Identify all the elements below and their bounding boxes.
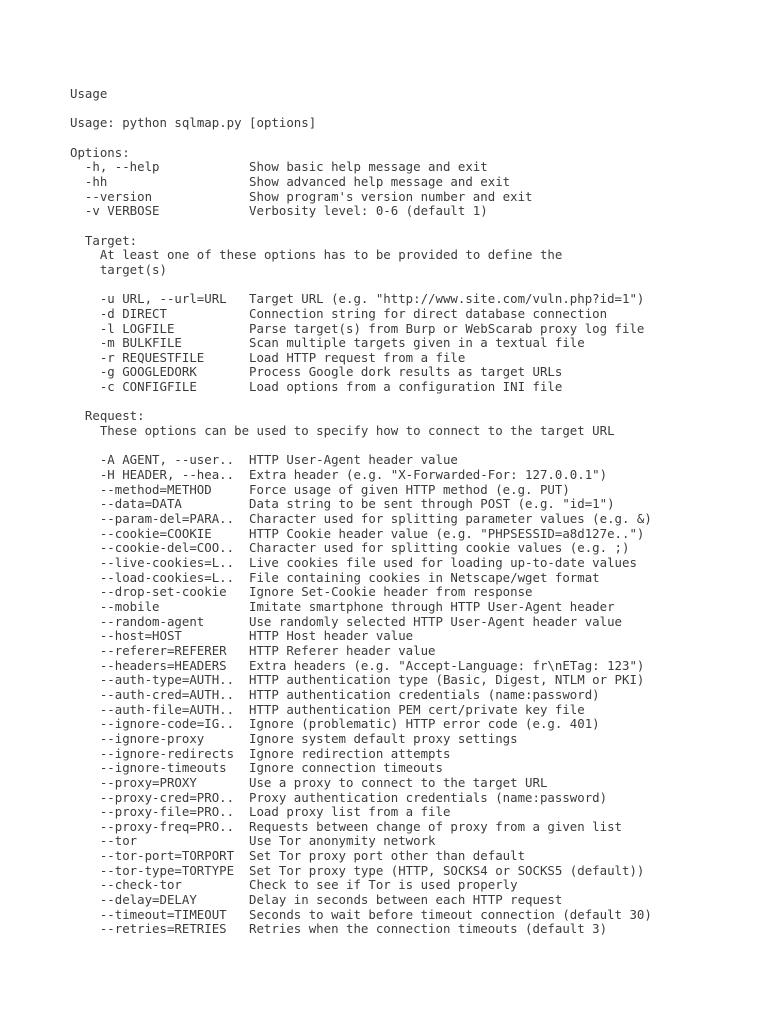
option-row xyxy=(70,585,768,600)
option-flag: --param-del=PARA.. xyxy=(99,511,235,527)
option-flag: --tor-type=TORTYPE xyxy=(99,862,235,878)
option-flag: --delay=DELAY xyxy=(99,892,197,908)
option-row xyxy=(70,776,768,791)
option-flag: -l LOGFILE xyxy=(99,320,175,336)
option-flag: --proxy-file=PRO.. xyxy=(99,804,235,820)
option-flag: -u URL, --url=URL xyxy=(99,291,227,307)
option-description: Data string to be sent through POST (e.g. "id=1") xyxy=(249,496,615,512)
blank-line xyxy=(70,219,768,234)
section-intro-line: At least one of these options has to be provided to define the xyxy=(99,247,563,263)
option-description: Imitate smartphone through HTTP User-Agent header xyxy=(249,598,615,614)
option-description: Set Tor proxy port other than default xyxy=(249,848,526,864)
option-row xyxy=(70,556,768,571)
option-row xyxy=(70,688,768,703)
option-description: Parse target(s) from Burp or WebScarab proxy log file xyxy=(249,320,645,336)
option-flag: -A AGENT, --user.. xyxy=(99,452,235,468)
option-description: Seconds to wait before timeout connection (default 30) xyxy=(249,906,652,922)
usage-synopsis: Usage: python sqlmap.py [options] xyxy=(70,115,317,131)
option-description: HTTP authentication type (Basic, Digest, NTLM or PKI) xyxy=(249,672,645,688)
option-row xyxy=(70,820,768,835)
global-option-row xyxy=(70,160,768,175)
option-description: Load proxy list from a file xyxy=(249,804,451,820)
option-flag: --ignore-redirects xyxy=(99,745,235,761)
section-header: Target: xyxy=(84,232,138,248)
global-option-row xyxy=(70,190,768,205)
section-intro-line: These options can be used to specify how to connect to the target URL xyxy=(99,423,615,439)
option-row xyxy=(70,527,768,542)
option-row xyxy=(70,805,768,820)
option-row xyxy=(70,541,768,556)
option-description: Check to see if Tor is used properly xyxy=(249,877,518,893)
option-description: Use Tor anonymity network xyxy=(249,833,436,849)
option-description: Delay in seconds between each HTTP request xyxy=(249,892,563,908)
option-description: Proxy authentication credentials (name:password) xyxy=(249,789,608,805)
option-description: Use a proxy to connect to the target URL xyxy=(249,774,548,790)
option-flag: -g GOOGLEDORK xyxy=(99,364,197,380)
option-row xyxy=(70,659,768,674)
option-description: Show advanced help message and exit xyxy=(249,173,511,189)
blank-line xyxy=(70,131,768,146)
option-description: HTTP User-Agent header value xyxy=(249,452,458,468)
option-row xyxy=(70,849,768,864)
option-flag: --host=HOST xyxy=(99,628,182,644)
option-row xyxy=(70,483,768,498)
option-row xyxy=(70,380,768,395)
option-description: Show basic help message and exit xyxy=(249,159,488,175)
option-flag: -v VERBOSE xyxy=(84,203,160,219)
option-description: HTTP Host header value xyxy=(249,628,414,644)
option-description: HTTP authentication PEM cert/private key file xyxy=(249,701,585,717)
options-header: Options: xyxy=(70,144,130,160)
option-description: Ignore redirection attempts xyxy=(249,745,451,761)
sqlmap-help-text xyxy=(70,87,768,937)
option-flag: -h, --help xyxy=(84,159,160,175)
option-row xyxy=(70,615,768,630)
option-flag: -d DIRECT xyxy=(99,305,167,321)
option-flag: --tor-port=TORPORT xyxy=(99,848,235,864)
global-option-row xyxy=(70,204,768,219)
option-flag: --ignore-code=IG.. xyxy=(99,716,235,732)
option-description: HTTP authentication credentials (name:password) xyxy=(249,686,600,702)
option-description: Target URL (e.g. "http://www.site.com/vuln.php?id=1") xyxy=(249,291,645,307)
option-description: Requests between change of proxy from a given list xyxy=(249,818,623,834)
option-description: Verbosity level: 0-6 (default 1) xyxy=(249,203,488,219)
option-description: Ignore system default proxy settings xyxy=(249,730,518,746)
section-intro-line: target(s) xyxy=(99,261,167,277)
option-row xyxy=(70,644,768,659)
option-description: Set Tor proxy type (HTTP, SOCKS4 or SOCKS5 (default)) xyxy=(249,862,645,878)
option-description: Extra headers (e.g. "Accept-Language: fr\nETag: 123") xyxy=(249,657,645,673)
option-row xyxy=(70,322,768,337)
option-flag: --auth-file=AUTH.. xyxy=(99,701,235,717)
option-flag: --proxy=PROXY xyxy=(99,774,197,790)
option-row xyxy=(70,365,768,380)
option-flag: --check-tor xyxy=(99,877,182,893)
option-flag: --ignore-timeouts xyxy=(99,760,227,776)
option-flag: --cookie-del=COO.. xyxy=(99,540,235,556)
option-description: Retries when the connection timeouts (default 3) xyxy=(249,921,608,937)
option-description: Show program's version number and exit xyxy=(249,188,533,204)
option-row xyxy=(70,791,768,806)
option-description: Load HTTP request from a file xyxy=(249,349,466,365)
option-row xyxy=(70,453,768,468)
option-description: Ignore (problematic) HTTP error code (e.g. 401) xyxy=(249,716,600,732)
option-flag: -r REQUESTFILE xyxy=(99,349,205,365)
option-row xyxy=(70,629,768,644)
option-row xyxy=(70,292,768,307)
blank-line xyxy=(70,278,768,293)
option-description: Scan multiple targets given in a textual file xyxy=(249,335,585,351)
option-description: Extra header (e.g. "X-Forwarded-For: 127.0.0.1") xyxy=(249,467,608,483)
option-row xyxy=(70,893,768,908)
option-row xyxy=(70,673,768,688)
section-header: Request: xyxy=(84,408,145,424)
blank-line xyxy=(70,395,768,410)
option-flag: --proxy-freq=PRO.. xyxy=(99,818,235,834)
option-flag: -m BULKFILE xyxy=(99,335,182,351)
option-row xyxy=(70,761,768,776)
global-option-row xyxy=(70,175,768,190)
option-row xyxy=(70,571,768,586)
option-row xyxy=(70,336,768,351)
option-flag: --referer=REFERER xyxy=(99,642,227,658)
option-flag: --cookie=COOKIE xyxy=(99,525,212,541)
option-row xyxy=(70,703,768,718)
option-flag: --auth-type=AUTH.. xyxy=(99,672,235,688)
option-description: HTTP Referer header value xyxy=(249,642,436,658)
option-flag: --load-cookies=L.. xyxy=(99,569,235,585)
option-flag: --auth-cred=AUTH.. xyxy=(99,686,235,702)
option-flag: -H HEADER, --hea.. xyxy=(99,467,235,483)
option-flag: --drop-set-cookie xyxy=(99,584,227,600)
option-row xyxy=(70,717,768,732)
option-row xyxy=(70,351,768,366)
option-description: Use randomly selected HTTP User-Agent header value xyxy=(249,613,623,629)
option-description: HTTP Cookie header value (e.g. "PHPSESSID=a8d127e..") xyxy=(249,525,645,541)
option-flag: --proxy-cred=PRO.. xyxy=(99,789,235,805)
option-description: Character used for splitting parameter values (e.g. &) xyxy=(249,511,652,527)
option-flag: --tor xyxy=(99,833,138,849)
option-row xyxy=(70,747,768,762)
option-flag: --retries=RETRIES xyxy=(99,921,227,937)
option-flag: -c CONFIGFILE xyxy=(99,379,197,395)
option-description: Ignore connection timeouts xyxy=(249,760,443,776)
usage-heading: Usage xyxy=(70,86,108,101)
option-description: Character used for splitting cookie values (e.g. ;) xyxy=(249,540,630,556)
option-flag: --mobile xyxy=(99,598,160,614)
option-description: Connection string for direct database connection xyxy=(249,305,608,321)
option-flag: --random-agent xyxy=(99,613,205,629)
option-description: Load options from a configuration INI file xyxy=(249,379,563,395)
option-row xyxy=(70,878,768,893)
option-row xyxy=(70,732,768,747)
option-row xyxy=(70,468,768,483)
blank-line xyxy=(70,439,768,454)
option-flag: --live-cookies=L.. xyxy=(99,555,235,570)
option-description: Ignore Set-Cookie header from response xyxy=(249,584,533,600)
option-description: Force usage of given HTTP method (e.g. PUT) xyxy=(249,481,570,497)
option-flag: --ignore-proxy xyxy=(99,730,205,746)
option-flag: --data=DATA xyxy=(99,496,182,512)
option-row xyxy=(70,600,768,615)
blank-line xyxy=(70,102,768,117)
option-row xyxy=(70,834,768,849)
option-row xyxy=(70,512,768,527)
option-row xyxy=(70,307,768,322)
option-flag: -hh xyxy=(84,173,108,189)
option-flag: --method=METHOD xyxy=(99,481,212,497)
option-flag: --headers=HEADERS xyxy=(99,657,227,673)
option-row xyxy=(70,922,768,937)
option-row xyxy=(70,497,768,512)
option-description: File containing cookies in Netscape/wget format xyxy=(249,569,600,585)
option-description: Live cookies file used for loading up-to-date values xyxy=(249,555,637,570)
option-row xyxy=(70,908,768,923)
option-flag: --version xyxy=(84,188,153,204)
option-flag: --timeout=TIMEOUT xyxy=(99,906,227,922)
option-row xyxy=(70,864,768,879)
option-description: Process Google dork results as target URLs xyxy=(249,364,563,380)
